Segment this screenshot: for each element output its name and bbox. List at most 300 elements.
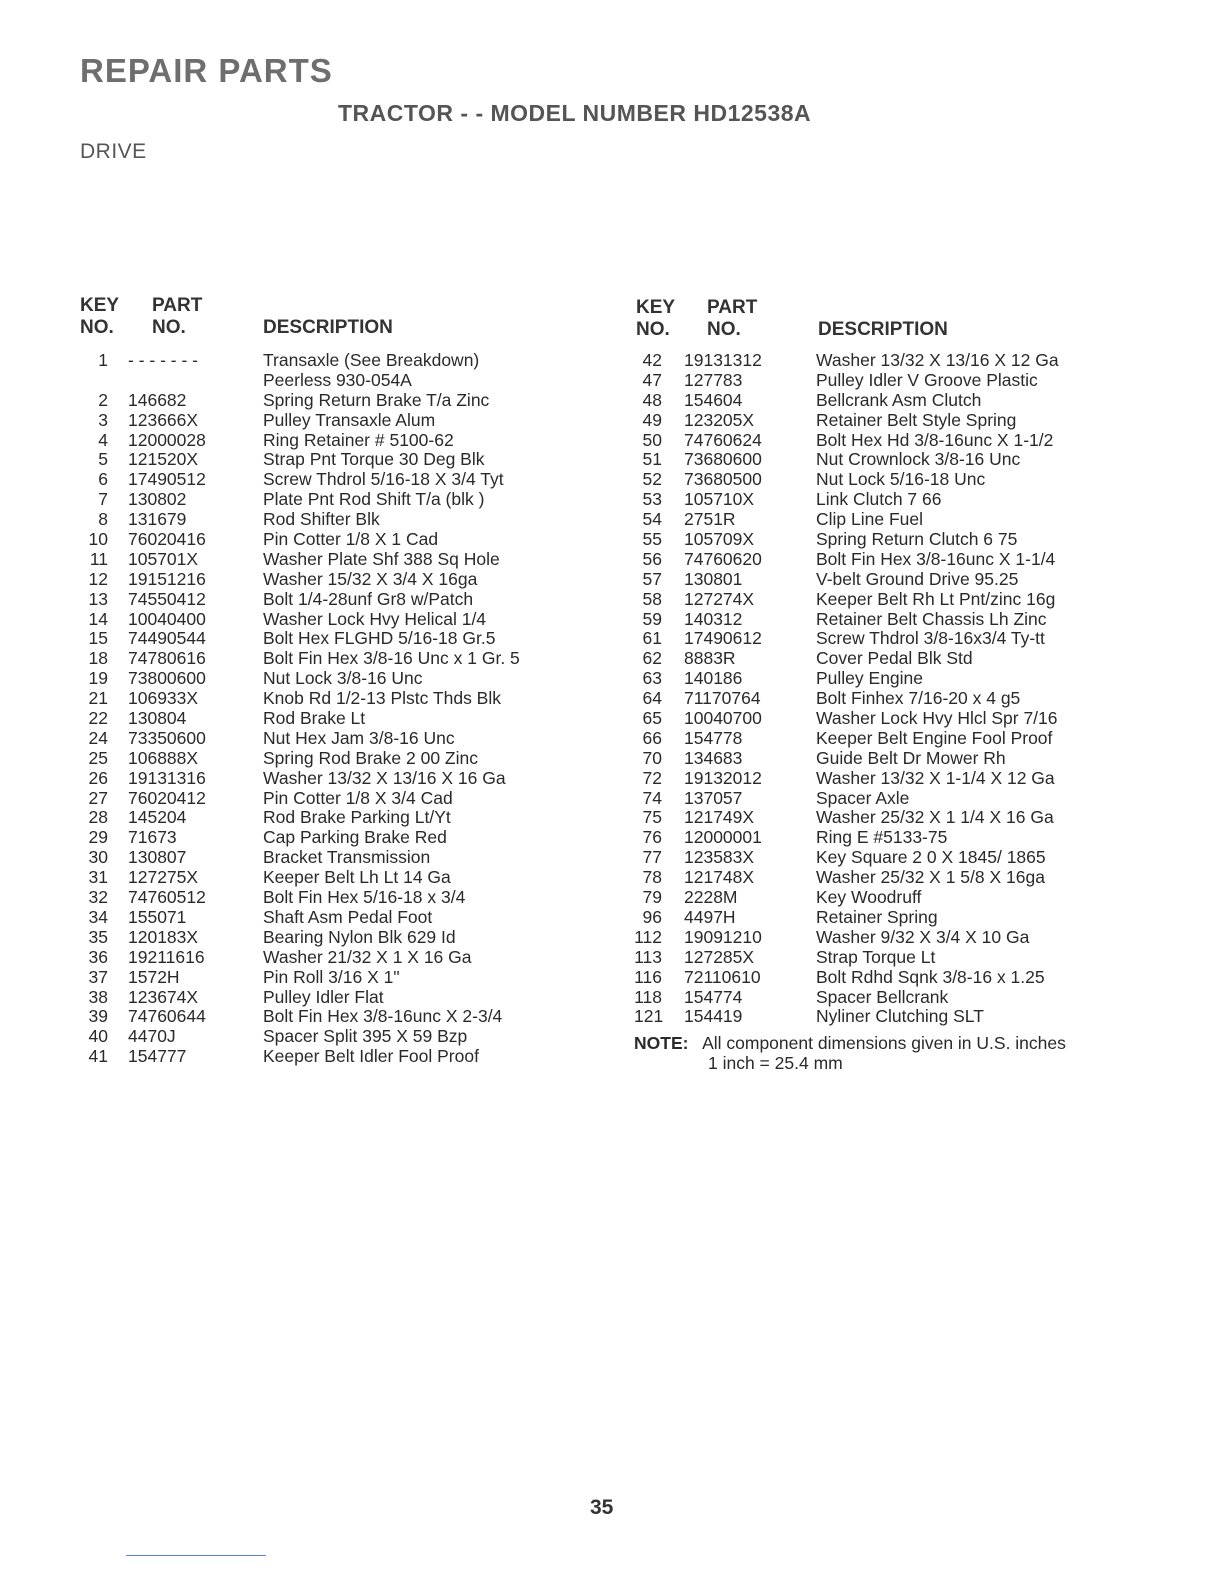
- table-row: [80, 1047, 600, 1067]
- part-no: 105709X: [684, 529, 755, 550]
- key-no: 63: [642, 668, 662, 689]
- table-row: [80, 351, 600, 371]
- part-no: 19131316: [128, 767, 206, 788]
- key-no: 59: [642, 608, 662, 629]
- part-no: 105710X: [684, 489, 755, 510]
- description: Cap Parking Brake Red: [263, 827, 447, 848]
- description: Washer Lock Hvy Hlcl Spr 7/16: [816, 708, 1058, 729]
- description: Spacer Bellcrank: [816, 986, 949, 1007]
- part-no: 19131312: [684, 350, 762, 370]
- key-no: 53: [642, 489, 662, 510]
- description: Screw Thdrol 5/16-18 X 3/4 Tyt: [263, 469, 504, 490]
- description: Washer 13/32 X 1-1/4 X 12 Ga: [816, 767, 1055, 788]
- key-no: 121: [634, 1006, 664, 1027]
- table-row: [634, 510, 1154, 530]
- description: Knob Rd 1/2-13 Plstc Thds Blk: [263, 688, 501, 709]
- table-row: [80, 649, 600, 669]
- part-no: 71673: [128, 827, 177, 848]
- table-row: [80, 1007, 600, 1027]
- description: Spring Return Brake T/a Zinc: [263, 389, 490, 410]
- key-no: 54: [642, 509, 662, 530]
- part-no: 145204: [128, 807, 187, 828]
- description: Pulley Engine: [816, 668, 924, 689]
- description: Washer 9/32 X 3/4 X 10 Ga: [816, 926, 1030, 947]
- key-no: 2: [98, 389, 108, 410]
- description: Washer 25/32 X 1 5/8 X 16ga: [816, 867, 1045, 888]
- part-no: 130802: [128, 489, 187, 510]
- part-no: 73680600: [684, 449, 762, 470]
- table-row: [634, 908, 1154, 928]
- key-no: 76: [642, 827, 662, 848]
- key-no: 7: [98, 489, 108, 510]
- description: Washer 15/32 X 3/4 X 16ga: [263, 568, 478, 589]
- description: Pin Roll 3/16 X 1": [263, 966, 400, 987]
- table-row: [634, 590, 1154, 610]
- part-no: 2228M: [684, 887, 738, 908]
- description: Screw Thdrol 3/8-16x3/4 Ty-tt: [816, 628, 1045, 649]
- table-header: [634, 295, 1154, 343]
- table-row: [634, 709, 1154, 729]
- parts-list-right: [634, 351, 1154, 1027]
- key-header-line1: KEY: [80, 295, 120, 316]
- description: Bolt Hex Hd 3/8-16unc X 1-1/2: [816, 429, 1054, 450]
- description: Transaxle (See Breakdown): [263, 350, 480, 370]
- parts-table-left: [80, 295, 600, 1067]
- description: Bolt Fin Hex 3/8-16unc X 1-1/4: [816, 548, 1056, 569]
- description: Clip Line Fuel: [816, 509, 923, 530]
- table-row: [80, 669, 600, 689]
- table-row: [634, 868, 1154, 888]
- table-row: [634, 470, 1154, 490]
- key-no: 42: [642, 350, 662, 370]
- part-no: 127285X: [684, 946, 755, 967]
- table-row: [80, 431, 600, 451]
- key-no: 57: [642, 568, 662, 589]
- part-no: 19132012: [684, 767, 762, 788]
- part-no: 137057: [684, 787, 743, 808]
- part-no: 105701X: [128, 548, 199, 569]
- part-no: 106933X: [128, 688, 199, 709]
- table-row: [634, 610, 1154, 630]
- key-no: 47: [642, 369, 662, 390]
- table-row: [80, 450, 600, 470]
- description: Bracket Transmission: [263, 847, 431, 868]
- description: Cover Pedal Blk Std: [816, 648, 973, 669]
- key-header-line2: NO.: [80, 317, 114, 338]
- part-no: 74760624: [684, 429, 762, 450]
- description: Bolt 1/4-28unf Gr8 w/Patch: [263, 588, 474, 609]
- description: Ring E #5133-75: [816, 827, 948, 848]
- key-no: 29: [88, 827, 108, 848]
- description: Rod Brake Lt: [263, 708, 366, 729]
- table-row: [634, 729, 1154, 749]
- key-no: 55: [642, 529, 662, 550]
- table-row: [634, 848, 1154, 868]
- table-row: [80, 868, 600, 888]
- description: Retainer Belt Style Spring: [816, 409, 1017, 430]
- key-no: 75: [642, 807, 662, 828]
- part-no: 74760644: [128, 1006, 206, 1027]
- key-no: 15: [88, 628, 108, 649]
- key-no: 28: [88, 807, 108, 828]
- key-no: 37: [88, 966, 108, 987]
- table-header: [80, 295, 600, 343]
- part-no: 8883R: [684, 648, 736, 669]
- description: Bolt Fin Hex 3/8-16 Unc x 1 Gr. 5: [263, 648, 520, 669]
- part-no: 127783: [684, 369, 743, 390]
- part-no: 74780616: [128, 648, 206, 669]
- key-no: 35: [88, 926, 108, 947]
- table-row: [80, 570, 600, 590]
- key-no: 112: [634, 926, 662, 947]
- description: Pin Cotter 1/8 X 1 Cad: [263, 529, 439, 550]
- part-no: 74490544: [128, 628, 206, 649]
- key-no: 49: [642, 409, 662, 430]
- note-label: NOTE:: [634, 1033, 689, 1054]
- key-no: 31: [88, 867, 108, 888]
- table-row: [634, 988, 1154, 1008]
- table-row: [634, 808, 1154, 828]
- description: Bolt Hex FLGHD 5/16-18 Gr.5: [263, 628, 496, 649]
- description: Washer 13/32 X 13/16 X 12 Ga: [816, 350, 1059, 370]
- description: Washer Plate Shf 388 Sq Hole: [263, 548, 500, 569]
- key-no: 34: [88, 906, 108, 927]
- description: Nut Hex Jam 3/8-16 Unc: [263, 727, 455, 748]
- page-number: 35: [590, 1496, 614, 1519]
- description: Nut Crownlock 3/8-16 Unc: [816, 449, 1021, 470]
- table-row: [634, 948, 1154, 968]
- description: Bolt Fin Hex 3/8-16unc X 2-3/4: [263, 1006, 503, 1027]
- key-no: 36: [88, 946, 108, 967]
- table-row: [80, 629, 600, 649]
- table-row: [80, 371, 600, 391]
- table-row: [80, 968, 600, 988]
- table-row: [634, 769, 1154, 789]
- table-row: [80, 391, 600, 411]
- part-no: 154774: [684, 986, 743, 1007]
- description: Spacer Split 395 X 59 Bzp: [263, 1026, 468, 1047]
- part-no: 121520X: [128, 449, 199, 470]
- table-row: [634, 968, 1154, 988]
- key-no: 32: [88, 887, 108, 908]
- table-row: [80, 928, 600, 948]
- table-row: [80, 769, 600, 789]
- key-no: 1: [98, 350, 108, 370]
- table-row: [80, 908, 600, 928]
- table-row: [80, 848, 600, 868]
- part-no: 146682: [128, 389, 187, 410]
- table-row: [634, 749, 1154, 769]
- description: Rod Brake Parking Lt/Yt: [263, 807, 451, 828]
- part-no: 4497H: [684, 906, 736, 927]
- part-no: 123583X: [684, 847, 755, 868]
- part-no: 17490512: [128, 469, 206, 490]
- part-no: 12000028: [128, 429, 206, 450]
- description: Shaft Asm Pedal Foot: [263, 906, 433, 927]
- part-no: 2751R: [684, 509, 736, 530]
- description: Pin Cotter 1/8 X 3/4 Cad: [263, 787, 453, 808]
- footer-rule: [126, 1555, 266, 1556]
- description: Bolt Finhex 7/16-20 x 4 g5: [816, 688, 1021, 709]
- description: Washer Lock Hvy Helical 1/4: [263, 608, 487, 629]
- description: Spring Return Clutch 6 75: [816, 529, 1018, 550]
- table-row: [634, 649, 1154, 669]
- key-no: 4: [98, 429, 108, 450]
- table-row: [80, 948, 600, 968]
- table-row: [80, 490, 600, 510]
- description: Spring Rod Brake 2 00 Zinc: [263, 747, 478, 768]
- key-no: 72: [642, 767, 662, 788]
- part-no: 4470J: [128, 1026, 176, 1047]
- key-no: 5: [98, 449, 108, 470]
- table-row: [634, 570, 1154, 590]
- key-no: 38: [88, 986, 108, 1007]
- key-header-line1: KEY: [636, 297, 676, 318]
- part-no: 154778: [684, 727, 743, 748]
- key-no: 27: [88, 787, 108, 808]
- table-row: [634, 371, 1154, 391]
- table-row: [80, 988, 600, 1008]
- key-no: 3: [98, 409, 108, 430]
- part-header-line2: NO.: [152, 317, 186, 338]
- description: Strap Pnt Torque 30 Deg Blk: [263, 449, 485, 470]
- key-no: 8: [98, 509, 108, 530]
- key-no: 22: [88, 708, 108, 729]
- part-no: 154777: [128, 1046, 187, 1067]
- note-line2: 1 inch = 25.4 mm: [708, 1053, 843, 1074]
- key-no: 96: [642, 906, 662, 927]
- description: V-belt Ground Drive 95.25: [816, 568, 1019, 589]
- part-no: 73680500: [684, 469, 762, 490]
- table-row: [634, 629, 1154, 649]
- part-no: 19091210: [684, 926, 762, 947]
- table-row: [80, 550, 600, 570]
- part-no: 123205X: [684, 409, 755, 430]
- key-no: 10: [88, 529, 108, 550]
- part-no: 71170764: [684, 688, 761, 709]
- key-no: 79: [642, 887, 662, 908]
- part-no: 130807: [128, 847, 187, 868]
- description-header: DESCRIPTION: [263, 317, 393, 338]
- description: Key Square 2 0 X 1845/ 1865: [816, 847, 1046, 868]
- part-no: 76020416: [128, 529, 206, 550]
- key-no: 21: [88, 688, 108, 709]
- key-no: 118: [634, 986, 662, 1007]
- note: [634, 1033, 1154, 1073]
- description: Strap Torque Lt: [816, 946, 936, 967]
- table-row: [634, 888, 1154, 908]
- part-no: 130804: [128, 708, 187, 729]
- description: Nut Lock 5/16-18 Unc: [816, 469, 986, 490]
- key-no: 61: [642, 628, 662, 649]
- part-no: - - - - - - -: [128, 350, 198, 370]
- description: Peerless 930-054A: [263, 369, 412, 390]
- description: Bellcrank Asm Clutch: [816, 389, 982, 410]
- description: Bolt Fin Hex 5/16-18 x 3/4: [263, 887, 466, 908]
- part-no: 123666X: [128, 409, 199, 430]
- description: Washer 13/32 X 13/16 X 16 Ga: [263, 767, 506, 788]
- table-row: [80, 590, 600, 610]
- key-no: 26: [88, 767, 108, 788]
- part-no: 19151216: [128, 568, 206, 589]
- description: Nyliner Clutching SLT: [816, 1006, 984, 1027]
- model-subtitle: TRACTOR - - MODEL NUMBER HD12538A: [338, 100, 812, 126]
- parts-list-left: [80, 351, 600, 1067]
- part-no: 154419: [684, 1006, 743, 1027]
- part-no: 73800600: [128, 668, 206, 689]
- part-no: 140186: [684, 668, 743, 689]
- part-no: 10040700: [684, 708, 762, 729]
- part-no: 127274X: [684, 588, 755, 609]
- part-no: 12000001: [684, 827, 762, 848]
- table-row: [80, 729, 600, 749]
- part-no: 121749X: [684, 807, 755, 828]
- key-no: 11: [89, 548, 108, 569]
- table-row: [80, 1027, 600, 1047]
- description: Bearing Nylon Blk 629 Id: [263, 926, 456, 947]
- table-row: [80, 789, 600, 809]
- section-heading: DRIVE: [80, 140, 147, 163]
- description: Nut Lock 3/8-16 Unc: [263, 668, 423, 689]
- description: Washer 25/32 X 1 1/4 X 16 Ga: [816, 807, 1054, 828]
- description: Bolt Rdhd Sqnk 3/8-16 x 1.25: [816, 966, 1045, 987]
- description: Plate Pnt Rod Shift T/a (blk ): [263, 489, 485, 510]
- key-no: 64: [642, 688, 662, 709]
- key-no: 41: [88, 1046, 108, 1067]
- key-no: 40: [88, 1026, 108, 1047]
- key-no: 12: [88, 568, 108, 589]
- part-no: 121748X: [684, 867, 755, 888]
- table-row: [80, 530, 600, 550]
- key-no: 70: [642, 747, 662, 768]
- key-no: 48: [642, 389, 662, 410]
- table-row: [80, 411, 600, 431]
- table-row: [634, 530, 1154, 550]
- description: Guide Belt Dr Mower Rh: [816, 747, 1006, 768]
- part-no: 120183X: [128, 926, 199, 947]
- table-row: [634, 351, 1154, 371]
- key-no: 78: [642, 867, 662, 888]
- table-row: [634, 669, 1154, 689]
- description: Pulley Idler Flat: [263, 986, 384, 1007]
- key-no: 24: [88, 727, 108, 748]
- key-no: 113: [634, 946, 662, 967]
- description: Keeper Belt Lh Lt 14 Ga: [263, 867, 451, 888]
- part-no: 74760512: [128, 887, 206, 908]
- description: Ring Retainer # 5100-62: [263, 429, 454, 450]
- table-row: [634, 689, 1154, 709]
- table-row: [634, 828, 1154, 848]
- key-no: 66: [642, 727, 662, 748]
- key-no: 39: [88, 1006, 108, 1027]
- part-no: 1572H: [128, 966, 180, 987]
- table-row: [80, 470, 600, 490]
- description: Spacer Axle: [816, 787, 910, 808]
- description: Key Woodruff: [816, 887, 922, 908]
- table-row: [634, 431, 1154, 451]
- key-no: 116: [634, 966, 662, 987]
- part-no: 72110610: [684, 966, 761, 987]
- part-header-line1: PART: [707, 297, 758, 318]
- key-no: 52: [642, 469, 662, 490]
- table-row: [80, 828, 600, 848]
- key-no: 77: [642, 847, 662, 868]
- key-no: 51: [642, 449, 662, 470]
- part-header-line2: NO.: [707, 319, 741, 340]
- key-no: 58: [642, 588, 662, 609]
- part-no: 106888X: [128, 747, 199, 768]
- table-row: [80, 749, 600, 769]
- table-row: [80, 808, 600, 828]
- key-no: 62: [642, 648, 662, 669]
- table-row: [80, 888, 600, 908]
- description: Keeper Belt Idler Fool Proof: [263, 1046, 479, 1067]
- part-no: 140312: [684, 608, 743, 629]
- key-header-line2: NO.: [636, 319, 670, 340]
- part-no: 131679: [128, 509, 187, 530]
- table-row: [80, 689, 600, 709]
- key-no: 74: [642, 787, 662, 808]
- key-no: 19: [88, 668, 108, 689]
- description: Rod Shifter Blk: [263, 509, 380, 530]
- description: Pulley Transaxle Alum: [263, 409, 436, 430]
- key-no: 6: [98, 469, 108, 490]
- description: Washer 21/32 X 1 X 16 Ga: [263, 946, 472, 967]
- part-no: 155071: [128, 906, 187, 927]
- key-no: 50: [642, 429, 662, 450]
- description: Keeper Belt Engine Fool Proof: [816, 727, 1053, 748]
- part-no: 74760620: [684, 548, 762, 569]
- key-no: 25: [88, 747, 108, 768]
- description-header: DESCRIPTION: [818, 319, 948, 340]
- table-row: [634, 490, 1154, 510]
- key-no: 56: [642, 548, 662, 569]
- description: Pulley Idler V Groove Plastic: [816, 369, 1038, 390]
- description: Retainer Belt Chassis Lh Zinc: [816, 608, 1047, 629]
- table-row: [634, 550, 1154, 570]
- description: Retainer Spring: [816, 906, 938, 927]
- part-no: 127275X: [128, 867, 199, 888]
- part-no: 10040400: [128, 608, 206, 629]
- table-row: [80, 709, 600, 729]
- part-no: 73350600: [128, 727, 206, 748]
- table-row: [80, 510, 600, 530]
- key-no: 18: [88, 648, 108, 669]
- part-no: 154604: [684, 389, 743, 410]
- description: Link Clutch 7 66: [816, 489, 942, 510]
- part-header-line1: PART: [152, 295, 203, 316]
- part-no: 134683: [684, 747, 743, 768]
- key-no: 14: [88, 608, 108, 629]
- page-title: REPAIR PARTS: [80, 52, 333, 89]
- table-row: [634, 391, 1154, 411]
- part-no: 19211616: [128, 946, 205, 967]
- part-no: 76020412: [128, 787, 206, 808]
- part-no: 74550412: [128, 588, 206, 609]
- part-no: 130801: [684, 568, 743, 589]
- part-no: 17490612: [684, 628, 762, 649]
- key-no: 30: [88, 847, 108, 868]
- table-row: [80, 610, 600, 630]
- key-no: 65: [642, 708, 662, 729]
- key-no: 13: [88, 588, 108, 609]
- table-row: [634, 928, 1154, 948]
- description: Keeper Belt Rh Lt Pnt/zinc 16g: [816, 588, 1056, 609]
- parts-table-right: [634, 295, 1154, 1073]
- table-row: [634, 1007, 1154, 1027]
- table-row: [634, 789, 1154, 809]
- note-line1: All component dimensions given in U.S. inches: [702, 1033, 1066, 1054]
